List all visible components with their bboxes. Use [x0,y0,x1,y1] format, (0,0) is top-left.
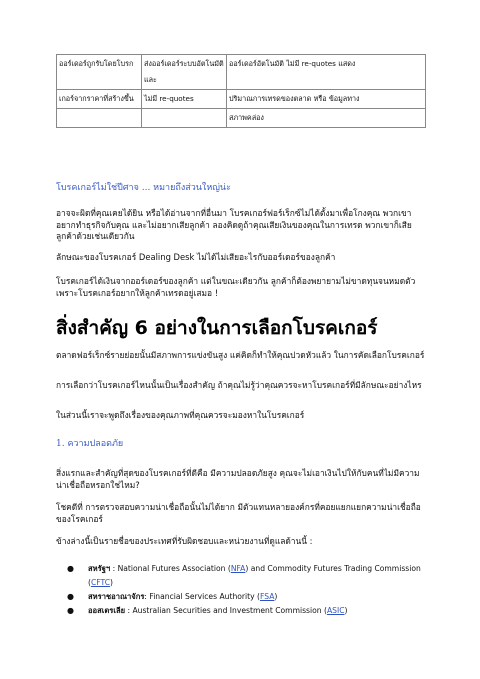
paragraph: โบรคเกอร์ได้เงินจากออร์เดอร์ของลูกค้า แต่ในขณะเดียวกัน ลูกค้าก็ต้องพยายามไม่ขาดทุนจนหมดตัว เพราะโบรคเกอร์อยากให้ลูกค้าเทรดอยู่เสมอ ! [56,276,416,298]
regulator-text: ) and Commodity Futures Trading Commission [245,564,421,573]
paragraph: ลักษณะของโบรคเกอร์ Dealing Desk ไม่ได้ไม่เสียอะไรกับออร์เดอร์ของลูกค้า [56,252,336,262]
section-heading: 1. ความปลอดภัย [56,439,124,449]
paragraph: การเลือกว่าโบรคเกอร์ไหนนั้นเป็นเรื่องสำคัญ ถ้าคุณไม่รู้ว่าคุณควรจะหาโบรคเกอร์ที่มีลักษณะอย่างไหร [56,380,422,390]
regulator-text: ( [88,578,91,587]
bullet-icon: ● [67,592,74,601]
table-cell: ออร์เดอร์ถูกรับโดยโบรก [57,55,142,90]
list-item [56,562,436,590]
table-row [57,90,426,109]
table-row [57,55,426,90]
fsa-link[interactable]: FSA [260,592,275,601]
table-cell [57,109,142,128]
table-cell: เกอร์จากราคาที่สร้างขึ้น [57,90,142,109]
table-cell: สภาพคล่อง [227,109,426,128]
table-cell: ออร์เดอร์อัตโนมัติ ไม่มี re-quotes แสดง [227,55,426,90]
bullet-icon: ● [67,564,74,573]
regulator-text: ) [344,606,348,615]
country-name: ออสเตรเลีย [88,606,126,615]
nfa-link[interactable]: NFA [230,564,246,573]
cftc-link[interactable]: CFTC [90,578,111,587]
country-name: สหราชอาณาจักร [88,592,145,601]
section-subheading: โบรคเกอร์ไม่ใช่ปีศาจ ... หมายถึงส่วนใหญ่น่ะ [56,183,231,193]
paragraph: อาจจะผิดที่คุณเคยได้ยิน หรือได้อ่านจากที่อื่นมา โบรคเกอร์ฟอร์เร็กซ์ไม่ได้ตั้งมาเพื่อโกงคุณ พวกเขาอยากทำธุรกิจกับคุณ และไม่อยากเสียลูกค้า ลองคิดดูถ้าคุณเสียเงินของคุณในการเทรด พวกเขาก็เสียลูกค้าด้วยเช่นเดียวกัน [56,208,412,241]
regulator-text: ) [110,578,113,587]
regulator-text: : Financial Services Authority ( [144,592,261,601]
paragraph: ตลาดฟอร์เร็กซ์รายย่อยนั้นมีสภาพการแข่งขันสูง แค่คิดก็ทำให้คุณปวดหัวแล้ว ในการคัดเลือกโบรคเกอร์ [56,350,425,360]
table-cell: ส่งออร์เดอร์ระบบอัตโนมัติ และ [142,55,227,90]
paragraph: โชคดีที่ การตรวจสอบความน่าเชื่อถือนั้นไม่ได้ยาก มีตัวแทนหลายองค์กรที่คอยแยกแยกความน่าเชื่อถือของโรคเกอร์ [56,502,421,524]
regulator-list [56,562,436,618]
paragraph: สิ่งแรกและสำคัญที่สุดของโบรคเกอร์ที่ดีคือ มีความปลอดภัยสูง คุณจะไม่เอาเงินไปให้กับคนที่ไม่มีความน่าเชื่อถือหรอกใช่ไหม? [56,468,420,490]
paragraph: ข้างล่างนี้เป็นรายชื่อของประเทศที่รับผิดชอบและหน่วยงานที่ดูแลด้านนี้ : [56,536,313,546]
country-name: สหรัฐฯ [88,564,111,573]
regulator-text: : Australian Securities and Investment Commission ( [125,606,327,615]
table-row [57,109,426,128]
regulator-text: ) [274,592,278,601]
table-cell: ไม่มี re-quotes [142,90,227,109]
bullet-icon: ● [67,606,74,615]
page-title: สิ่งสำคัญ 6 อย่างในการเลือกโบรคเกอร์ [56,317,378,339]
paragraph: ในส่วนนี้เราจะพูดถึงเรื่องของคุณภาพที่คุณควรจะมองหาในโบรคเกอร์ [56,410,305,420]
table-cell: ปริมาณการเทรดของตลาด หรือ ข้อมูลทาง [227,90,426,109]
list-item [56,604,436,618]
list-item [56,590,436,604]
table-cell [142,109,227,128]
regulator-text: : National Futures Association ( [110,564,231,573]
asic-link[interactable]: ASIC [326,606,345,615]
comparison-table [56,54,426,128]
